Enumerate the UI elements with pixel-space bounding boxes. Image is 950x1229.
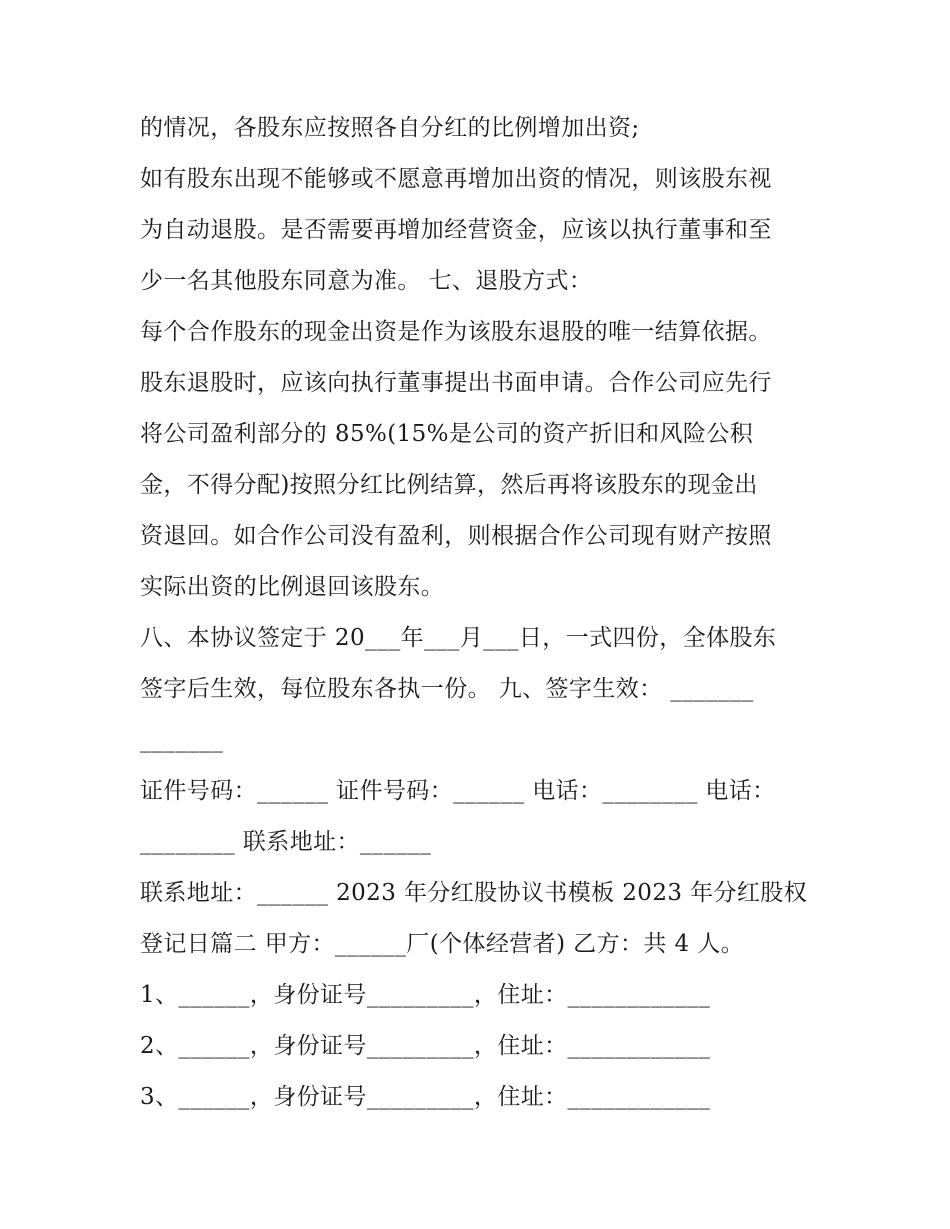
text-line: 签字后生效，每位股东各执一份。 九、签字生效： _______ [140, 676, 754, 702]
text-line: 每个合作股东的现金出资是作为该股东退股的唯一结算依据。 [140, 319, 772, 345]
text-line: 实际出资的比例退回该股东。 [140, 574, 445, 600]
text-line: 如有股东出现不能够或不愿意再增加出资的情况，则该股东视 [140, 166, 772, 192]
text-line: 的情况，各股东应按照各自分红的比例增加出资; [140, 115, 640, 141]
text-line: 为自动退股。是否需要再增加经营资金，应该以执行董事和至 [140, 217, 772, 243]
text-line: 八、本协议签定于 20___年___月___日，一式四份，全体股东 [140, 625, 777, 651]
text-line: 联系地址：______ 2023 年分红股协议书模板 2023 年分红股权 [140, 880, 808, 906]
text-line: 股东退股时，应该向执行董事提出书面申请。合作公司应先行 [140, 370, 772, 396]
text-line: 少一名其他股东同意为准。 七、退股方式： [140, 268, 593, 294]
text-line: 将公司盈利部分的 85%(15%是公司的资产折旧和风险公积 [140, 421, 754, 447]
document-body [140, 103, 820, 1123]
party-line: 2、______，身份证号_________，住址：____________ [140, 1033, 711, 1059]
party-line: 3、______，身份证号_________，住址：____________ [140, 1084, 711, 1110]
text-line: 登记日篇二 甲方：______厂(个体经营者) 乙方：共 4 人。 [140, 931, 745, 957]
text-line: 金，不得分配)按照分红比例结算，然后再将该股东的现金出 [140, 472, 758, 498]
party-line: 1、______，身份证号_________，住址：____________ [140, 982, 711, 1008]
text-line: 资退回。如合作公司没有盈利，则根据合作公司现有财产按照 [140, 523, 772, 549]
text-line: 证件号码：______ 证件号码：______ 电话：________ 电话： [140, 778, 776, 804]
signature-line: _______ [140, 727, 224, 753]
text-line: ________ 联系地址：______ [140, 829, 432, 855]
